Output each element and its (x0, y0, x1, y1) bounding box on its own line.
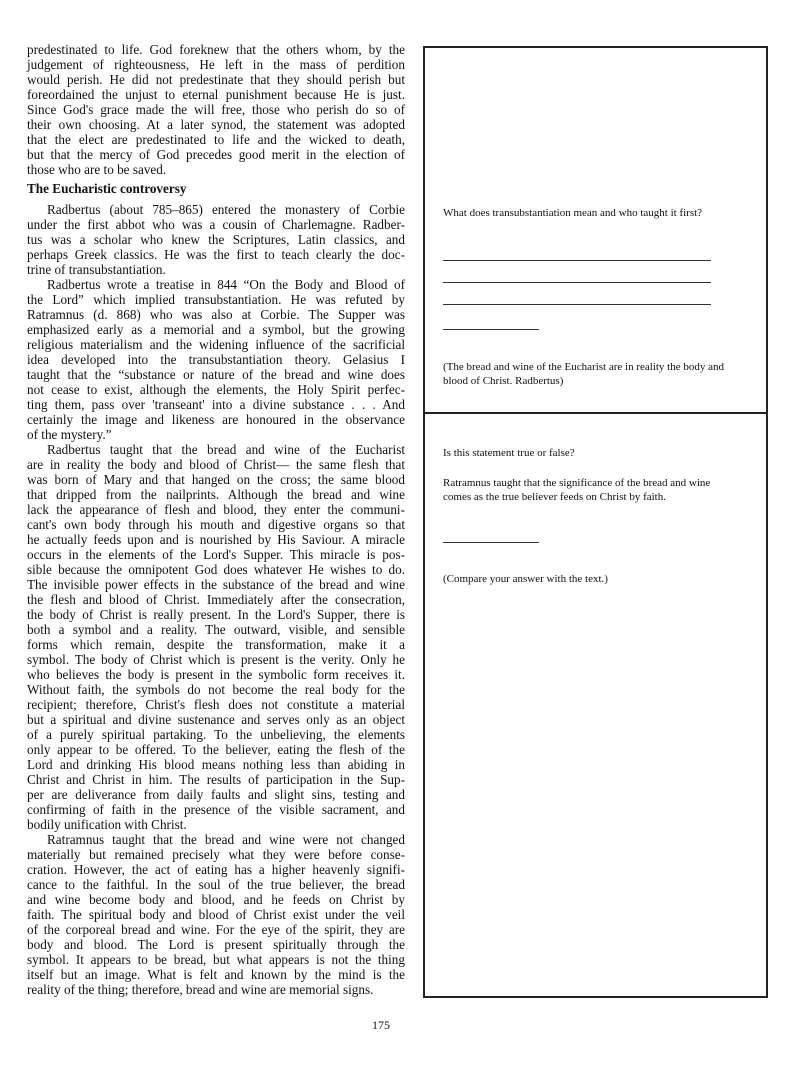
text-line: emphasized early as a memorial and a symbol, but the growing (27, 322, 405, 337)
paragraph (27, 42, 405, 177)
text-line: The invisible power effects in the substance of the bread and wine (27, 577, 405, 592)
text-line: foreordained the unjust to eternal punishment because He is just. (27, 87, 405, 102)
answer-blank (443, 304, 711, 305)
text-line: Lord and drinking His blood means nothing less than abiding in (27, 757, 405, 772)
text-line: Since God's grace made the will free, those who perish do so of (27, 102, 405, 117)
text-line: ting them, pass over 'transeant' into a divine substance . . . And (27, 397, 405, 412)
text-line: cration. However, the act of eating has a higher heavenly signifi- (27, 862, 405, 877)
text-line: the body of Christ is really present. In the Lord's Supper, there is (27, 607, 405, 622)
text-line: tus was a scholar who knew the Scriptures, Latin classics, and (27, 232, 405, 247)
main-text-column (27, 42, 405, 997)
text-line: and wine become body and blood, and he feeds on Christ by (27, 892, 405, 907)
paragraph (27, 832, 405, 997)
text-line: certainly the image and likeness are honoured in the observance (27, 412, 405, 427)
text-line: only appear to be offered. To the believer, eating the flesh of the (27, 742, 405, 757)
text-line: symbol. The body of Christ which is present is the verity. Only he (27, 652, 405, 667)
question-2-prompt: Is this statement true or false? (443, 447, 575, 459)
text-line: per are deliverance from daily faults and slight sins, testing and (27, 787, 405, 802)
text-line: he actually feeds upon and is nourished by His Saviour. A miracle (27, 532, 405, 547)
text-line: occurs in the elements of the Lord's Supper. This miracle is pos- (27, 547, 405, 562)
text-line: religious materialism and the widening influence of the sacrificial (27, 337, 405, 352)
text-line: Without faith, the symbols do not become the real body for the (27, 682, 405, 697)
text-line: perhaps Greek classics. He was the first to teach clearly the doc- (27, 247, 405, 262)
text-line: Ratramnus (d. 868) who was also at Corbie. The Supper was (27, 307, 405, 322)
text-line: symbol. It appears to be bread, but what appears is not the thing (27, 952, 405, 967)
text-line: Radbertus taught that the bread and wine of the Eucharist (47, 442, 405, 457)
text-line: that the elect are predestinated to life and the wicked to death, (27, 132, 405, 147)
answer-1: (The bread and wine of the Eucharist are in reality the body and blood of Christ. Radbertus) (443, 361, 724, 387)
text-line: of the mystery.” (27, 427, 112, 442)
answer-blank (443, 282, 711, 283)
section-heading: The Eucharistic controversy (27, 181, 187, 196)
text-line: materially but remained precisely what they were before conse- (27, 847, 405, 862)
text-line: would perish. He did not predestinate that they should perish but (27, 72, 405, 87)
text-line: but that the mercy of God precedes good merit in the election of (27, 147, 405, 162)
text-line: those who are to be saved. (27, 162, 167, 177)
text-line: was born of Mary and that hanged on the cross; the same blood (27, 472, 405, 487)
answer-blank (443, 329, 539, 330)
paragraph (27, 442, 405, 832)
question-1: What does transubstantiation mean and who taught it first? (443, 207, 703, 219)
text-line: Radbertus (about 785–865) entered the monastery of Corbie (47, 202, 405, 217)
paragraph (27, 277, 405, 442)
answer-blank (443, 260, 711, 261)
study-question-panel (423, 46, 768, 998)
text-line: Christ and Christ in him. The results of participation in the Sup- (27, 772, 405, 787)
text-line: both a symbol and a reality. The outward, visible, and sensible (27, 622, 405, 637)
text-line: predestinated to life. God foreknew that the others whom, by the (27, 42, 405, 57)
text-line: body and blood. The Lord is present spiritually through the (27, 937, 405, 952)
paragraph (27, 202, 405, 277)
answer-2: (Compare your answer with the text.) (443, 573, 608, 585)
text-line: their own choosing. At a later synod, the statement was adopted (27, 117, 405, 132)
answer-blank (443, 542, 539, 543)
text-line: trine of transubstantiation. (27, 262, 166, 277)
text-line: that dripped from the nailprints. Although the bread and wine (27, 487, 405, 502)
text-line: cance to the faithful. In the soul of the true believer, the bread (27, 877, 405, 892)
page-number: 175 (372, 1018, 390, 1032)
text-line: cant's own body through his mouth and digestive organs so that (27, 517, 405, 532)
text-line: sible because the omnipotent God does whatever He wishes to do. (27, 562, 405, 577)
text-line: lack the appearance of flesh and blood, they enter the communi- (27, 502, 405, 517)
text-line: forms which remain, despite the transformation, make it a (27, 637, 405, 652)
text-line: itself but an image. What is felt and known by the mind is the (27, 967, 405, 982)
text-line: taught that the “substance or nature of the bread and wine does (27, 367, 405, 382)
text-line: recipient; therefore, Christ's flesh does not constitute a material (27, 697, 405, 712)
text-line: are in reality the body and blood of Christ— the same flesh that (27, 457, 405, 472)
text-line: Radbertus wrote a treatise in 844 “On the Body and Blood of (47, 277, 405, 292)
panel-divider (425, 412, 766, 414)
question-2-statement: Ratramnus taught that the significance of the bread and wine comes as the true believer feeds on Christ by faith. (443, 477, 711, 503)
text-line: under the first abbot who was a cousin of Charlemagne. Radber- (27, 217, 405, 232)
text-line: the Lord” which implied transubstantiation. He was refuted by (27, 292, 405, 307)
text-line: judgement of righteousness, He left in the mass of perdition (27, 57, 405, 72)
text-line: who believes the body is present in the symbolic form receives it. (27, 667, 405, 682)
text-line: of a purely spiritual partaking. To the unbelieving, the elements (27, 727, 405, 742)
text-line: faith. The spiritual body and blood of Christ exist under the veil (27, 907, 405, 922)
text-line: bodily unification with Christ. (27, 817, 187, 832)
text-line: confirming of faith in the presence of the visible sacrament, and (27, 802, 405, 817)
text-line: of the corporeal bread and wine. For the eye of the spirit, they are (27, 922, 405, 937)
text-line: idea developed into the transubstantiation theory. Gelasius I (27, 352, 405, 367)
text-line: the flesh and blood of Christ. Immediately after the consecration, (27, 592, 405, 607)
text-line: reality of the thing; therefore, bread and wine are memorial signs. (27, 982, 374, 997)
text-line: not cease to exist, although the elements, the Holy Spirit perfec- (27, 382, 405, 397)
text-line: but a spiritual and divine sustenance and serves only as an object (27, 712, 405, 727)
text-line: Ratramnus taught that the bread and wine were not changed (47, 832, 405, 847)
